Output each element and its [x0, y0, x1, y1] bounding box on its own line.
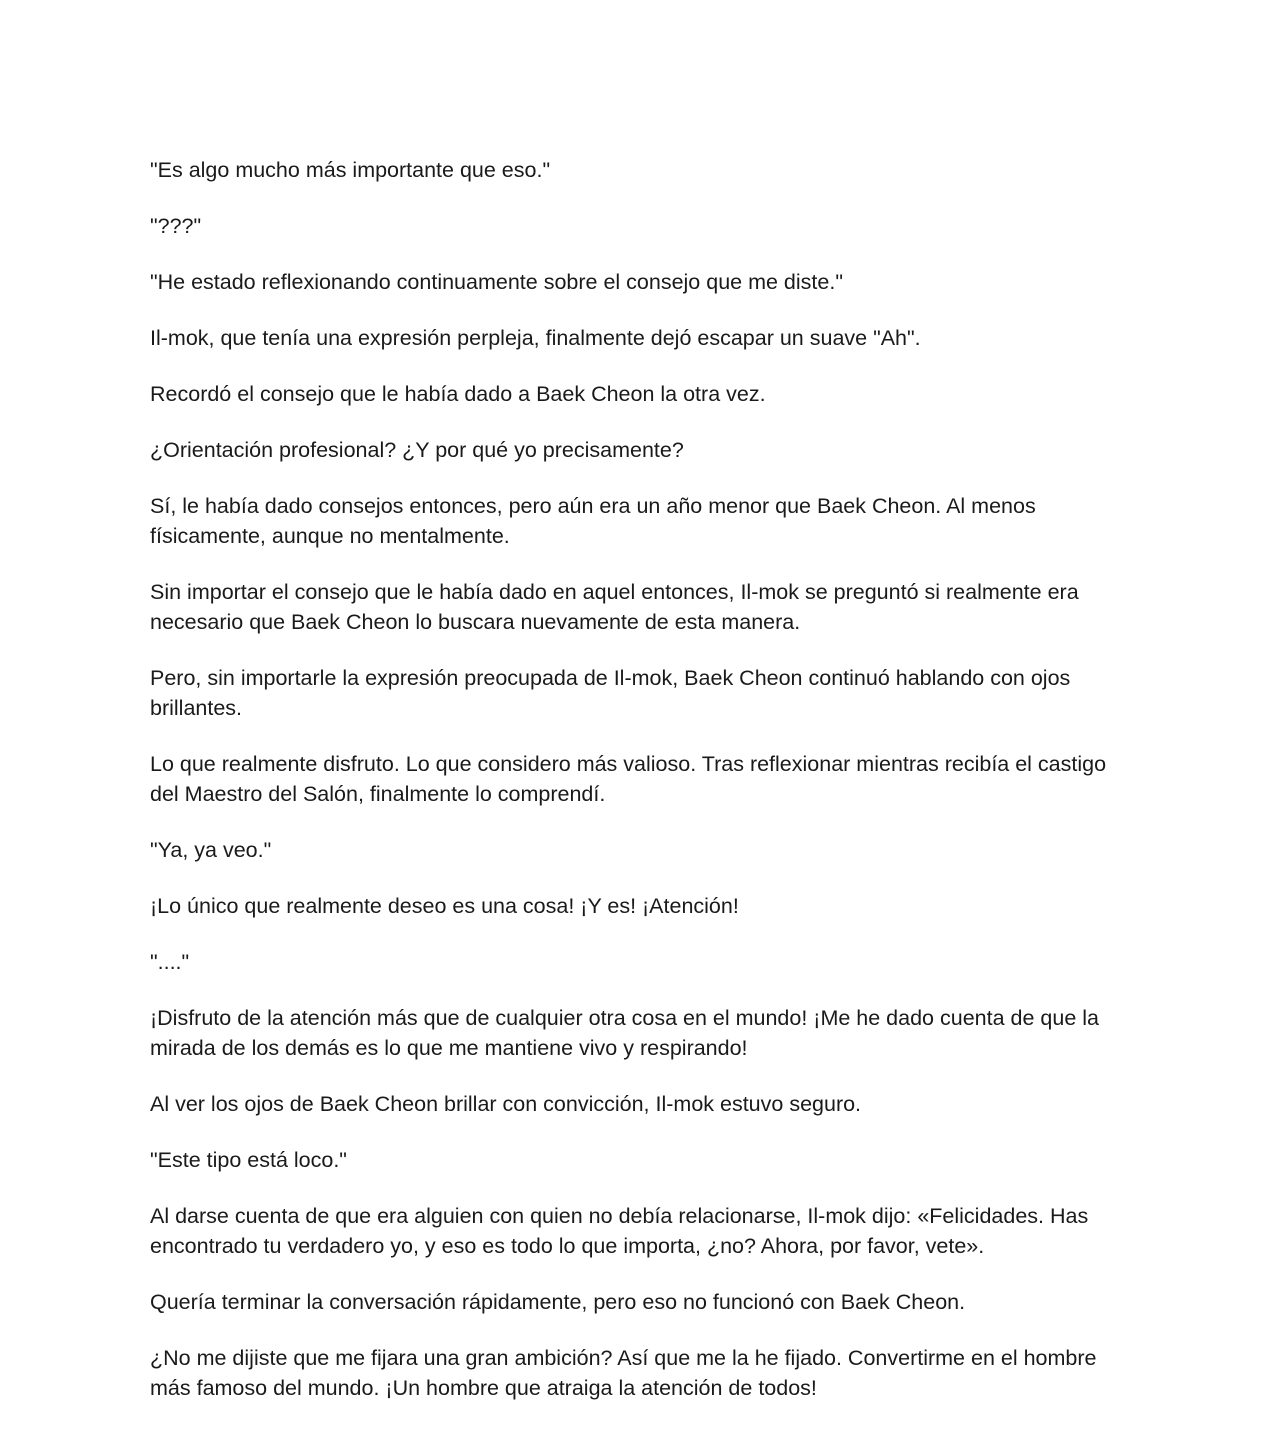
- paragraph: "???": [150, 214, 202, 238]
- paragraph: ¡Lo único que realmente deseo es una cosa! ¡Y es! ¡Atención!: [150, 894, 739, 918]
- paragraph: ¿Orientación profesional? ¿Y por qué yo precisamente?: [150, 438, 684, 462]
- paragraph: Sin importar el consejo que le había dado en aquel entonces, Il-mok se preguntó si realmente era necesario que Baek Cheon lo buscara nuevamente de esta manera.: [150, 580, 1079, 634]
- paragraph: Il-mok, que tenía una expresión perpleja, finalmente dejó escapar un suave "Ah".: [150, 326, 921, 350]
- paragraph: Pero, sin importarle la expresión preocupada de Il-mok, Baek Cheon continuó hablando con ojos brillantes.: [150, 666, 1071, 720]
- paragraph: "Este tipo está loco.": [150, 1148, 347, 1172]
- paragraph: "....": [150, 950, 190, 974]
- paragraph: ¿No me dijiste que me fijara una gran ambición? Así que me la he fijado. Convertirme en el hombre más famoso del mundo. ¡Un hombre que atraiga la atención de todos!: [150, 1346, 1097, 1400]
- paragraph: Al ver los ojos de Baek Cheon brillar con convicción, Il-mok estuvo seguro.: [150, 1092, 862, 1116]
- paragraph: "He estado reflexionando continuamente sobre el consejo que me diste.": [150, 270, 843, 294]
- paragraph: Al darse cuenta de que era alguien con quien no debía relacionarse, Il-mok dijo: «Felicidades. Has encontrado tu verdadero yo, y eso es todo lo que importa, ¿no? Ahora, por favor, vete».: [150, 1204, 1089, 1258]
- paragraph: Sí, le había dado consejos entonces, pero aún era un año menor que Baek Cheon. Al menos físicamente, aunque no mentalmente.: [150, 494, 1036, 548]
- document-body: [150, 155, 1125, 1429]
- paragraph: Lo que realmente disfruto. Lo que considero más valioso. Tras reflexionar mientras recibía el castigo del Maestro del Salón, finalmente lo comprendí.: [150, 752, 1107, 806]
- paragraph: "Ya, ya veo.": [150, 838, 272, 862]
- paragraph: Quería terminar la conversación rápidamente, pero eso no funcionó con Baek Cheon.: [150, 1290, 966, 1314]
- paragraph: Recordó el consejo que le había dado a Baek Cheon la otra vez.: [150, 382, 766, 406]
- paragraph: ¡Disfruto de la atención más que de cualquier otra cosa en el mundo! ¡Me he dado cuenta de que la mirada de los demás es lo que me mantiene vivo y respirando!: [150, 1006, 1099, 1060]
- paragraph: "Es algo mucho más importante que eso.": [150, 158, 551, 182]
